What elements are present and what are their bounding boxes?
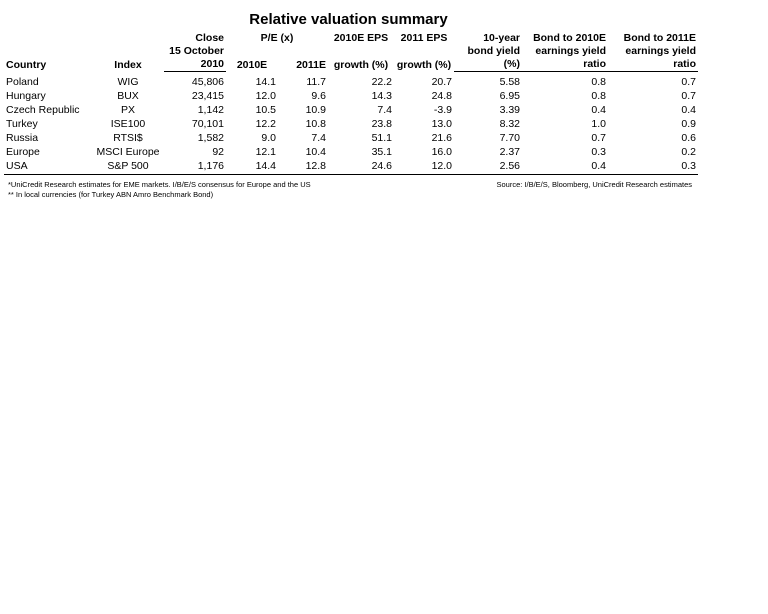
cell-eps2010: 7.4 [377,104,392,116]
cell-eps2011: 16.0 [431,146,452,158]
source-note: Source: I/B/E/S, Bloomberg, UniCredit Research estimates [496,180,692,189]
cell-eps2010: 24.6 [328,159,394,175]
cell-eps2010: 35.1 [371,146,392,158]
cell-ratio2011: 0.9 [681,118,696,130]
cell-bond-yield: 3.39 [499,104,520,116]
cell-close: 92 [212,146,224,158]
col-header-ratio2011-3: ratio [608,58,698,72]
cell-eps2010: 22.2 [371,75,392,88]
cell-country: Turkey [6,118,38,130]
table-row [4,103,698,117]
cell-bond-yield: 5.58 [499,76,520,88]
table-row [4,131,698,145]
cell-country: USA [4,159,92,175]
cell-index: BUX [117,90,139,102]
cell-pe2011: 10.4 [305,146,326,158]
cell-pe2010: 9.0 [261,132,276,144]
cell-eps2011: 21.6 [431,132,452,144]
cell-close: 23,415 [191,90,224,102]
cell-pe2011: 12.8 [278,159,328,175]
cell-close: 1,582 [197,132,224,144]
cell-country: Hungary [6,90,46,102]
cell-ratio2011: 0.6 [681,132,696,144]
cell-ratio2010: 0.4 [591,104,606,116]
cell-ratio2010: 0.4 [522,159,608,175]
cell-ratio2010: 0.8 [591,90,606,102]
cell-bond-yield: 2.56 [454,159,522,175]
cell-ratio2010: 0.3 [591,146,606,158]
cell-ratio2010: 1.0 [591,118,606,130]
table-title: Relative valuation summary [249,11,448,28]
cell-ratio2011: 0.7 [681,76,696,88]
cell-eps2011: -3.9 [433,104,452,116]
valuation-table [4,32,698,175]
cell-bond-yield: 7.70 [499,132,520,144]
cell-index: MSCI Europe [96,146,160,158]
cell-pe2010: 12.2 [255,118,276,130]
cell-eps2010: 23.8 [371,118,392,130]
col-header-pe-2011: 2011E [296,58,326,71]
cell-index: S&P 500 [92,159,164,175]
cell-pe2011: 11.7 [306,75,326,88]
cell-eps2010: 51.1 [371,132,392,144]
cell-pe2011: 7.4 [311,132,326,144]
cell-eps2011: 20.7 [431,75,452,88]
table-row [4,159,698,175]
col-header-ratio2010-1: Bond to 2010E [533,32,606,44]
cell-pe2010: 12.1 [255,146,276,158]
col-header-ratio2010-3: ratio [522,58,608,72]
table-row [4,72,698,90]
cell-close: 45,806 [191,76,224,88]
cell-country: Czech Republic [6,104,80,116]
col-header-bond-3: (%) [454,58,522,72]
col-header-close-1: Close [195,32,224,44]
cell-eps2010: 14.3 [371,90,392,102]
cell-index: PX [120,104,135,116]
cell-ratio2010: 0.8 [591,76,606,88]
cell-pe2011: 10.8 [305,118,326,130]
col-header-close-3: 2010 [164,58,226,72]
cell-eps2011: 13.0 [431,118,452,130]
cell-ratio2011: 0.4 [681,104,696,116]
cell-index: ISE100 [110,118,146,130]
footnote-estimates: *UniCredit Research estimates for EME markets. I/B/E/S consensus for Europe and the US [8,180,311,189]
col-header-eps2010-1: 2010E EPS [333,32,389,44]
col-header-pe-2010: 2010E [236,58,268,71]
cell-pe2011: 10.9 [305,104,326,116]
cell-close: 70,101 [191,118,224,130]
footnotes [8,180,311,200]
cell-close: 1,142 [197,104,224,116]
table-row [4,117,698,131]
col-header-ratio2010-2: earnings yield [535,45,606,57]
cell-bond-yield: 2.37 [499,146,520,158]
cell-ratio2011: 0.7 [681,90,696,102]
cell-pe2010: 14.1 [255,75,276,88]
col-header-ratio2011-2: earnings yield [625,45,696,57]
cell-country: Europe [6,146,40,158]
cell-ratio2010: 0.7 [591,132,606,144]
col-header-close-2: 15 October [169,45,224,57]
footnote-currencies: ** In local currencies (for Turkey ABN Amro Benchmark Bond) [8,190,214,199]
cell-pe2010: 10.5 [255,104,276,116]
cell-index: WIG [117,75,139,88]
col-header-ratio2011-1: Bond to 2011E [623,32,696,44]
cell-country: Russia [6,132,39,144]
col-header-eps2010-2: growth (%) [333,58,389,71]
cell-eps2011: 24.8 [431,90,452,102]
cell-ratio2011: 0.3 [608,159,698,175]
col-header-eps2011-2: growth (%) [396,58,452,71]
cell-bond-yield: 8.32 [499,118,520,130]
col-header-pe-group: P/E (x) [260,32,294,44]
col-header-index: Index [114,58,142,71]
table-row [4,145,698,159]
cell-pe2011: 9.6 [311,90,326,102]
cell-index: RTSI$ [113,132,143,144]
cell-pe2010: 14.4 [226,159,278,175]
cell-bond-yield: 6.95 [499,90,520,102]
cell-country: Poland [6,75,39,88]
cell-pe2010: 12.0 [255,90,276,102]
table-row [4,89,698,103]
cell-eps2011: 12.0 [394,159,454,175]
col-header-bond-2: bond yield [467,45,520,57]
col-header-bond-1: 10-year [483,32,520,44]
cell-close: 1,176 [164,159,226,175]
cell-ratio2011: 0.2 [681,146,696,158]
col-header-country: Country [6,58,47,71]
col-header-eps2011-1: 2011 EPS [400,32,448,44]
